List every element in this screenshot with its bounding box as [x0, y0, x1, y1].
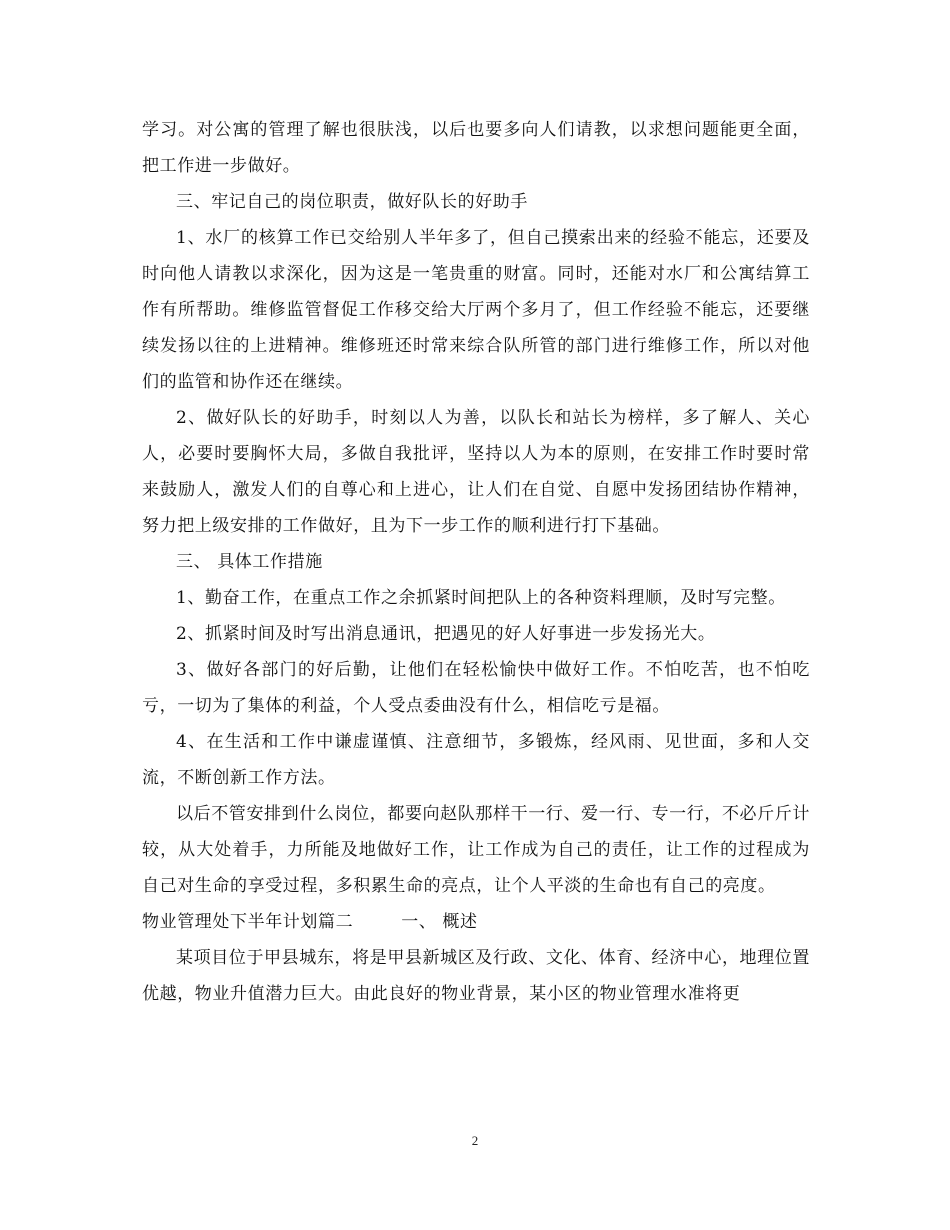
paragraph-10: 以后不管安排到什么岗位，都要向赵队那样干一行、爱一行、专一行，不必斤斤计较，从大处着手，力所能及地做好工作，让工作成为自己的责任，让工作的过程成为自己对生命的享受过程，多积累生命的亮点，让个人平淡的生命也有自己的亮度。: [142, 804, 810, 896]
page-number: 2: [471, 1133, 479, 1148]
paragraph-3: 1、水厂的核算工作已交给别人半年多了，但自己摸索出来的经验不能忘，还要及时向他人请教以求深化，因为这是一笔贵重的财富。同时，还能对水厂和公寓结算工作有所帮助。维修监管督促工作移交给大厅两个多月了，但工作经验不能忘，还要继续发扬以往的上进精神。维修班还时常来综合队所管的部门进行维修工作，所以对他们的监管和协作还在继续。: [142, 228, 810, 392]
paragraph-6: 1、勤奋工作，在重点工作之余抓紧时间把队上的各种资料理顺，及时写完整。: [176, 588, 786, 608]
paragraph-1: 学习。对公寓的管理了解也很肤浅，以后也要多向人们请教，以求想问题能更全面，把工作进一步做好。: [142, 120, 810, 176]
document-body: [142, 112, 810, 1012]
paragraph-5: 三、 具体工作措施: [176, 552, 323, 572]
paragraph-4: 2、做好队长的好助手，时刻以人为善，以队长和站长为榜样，多了解人、关心人，必要时要胸怀大局，多做自我批评，坚持以人为本的原则，在安排工作时要时常来鼓励人，激发人们的自尊心和上进心，让人们在自觉、自愿中发扬团结协作精神，努力把上级安排的工作做好，且为下一步工作的顺利进行打下基础。: [142, 408, 810, 536]
paragraph-8: 3、做好各部门的好后勤，让他们在轻松愉快中做好工作。不怕吃苦，也不怕吃亏，一切为了集体的利益，个人受点委曲没有什么，相信吃亏是福。: [142, 660, 810, 716]
paragraph-2: 三、牢记自己的岗位职责，做好队长的好助手: [176, 192, 528, 212]
section-heading: 物业管理处下半年计划篇二 一、 概述: [142, 912, 478, 932]
paragraph-9: 4、在生活和工作中谦虚谨慎、注意细节，多锻炼，经风雨、见世面，多和人交流，不断创新工作方法。: [142, 732, 810, 788]
final-paragraph: 某项目位于甲县城东，将是甲县新城区及行政、文化、体育、经济中心，地理位置优越，物业升值潜力巨大。由此良好的物业背景，某小区的物业管理水准将更: [142, 948, 810, 1004]
paragraph-7: 2、抓紧时间及时写出消息通讯，把遇见的好人好事进一步发扬光大。: [176, 624, 716, 644]
